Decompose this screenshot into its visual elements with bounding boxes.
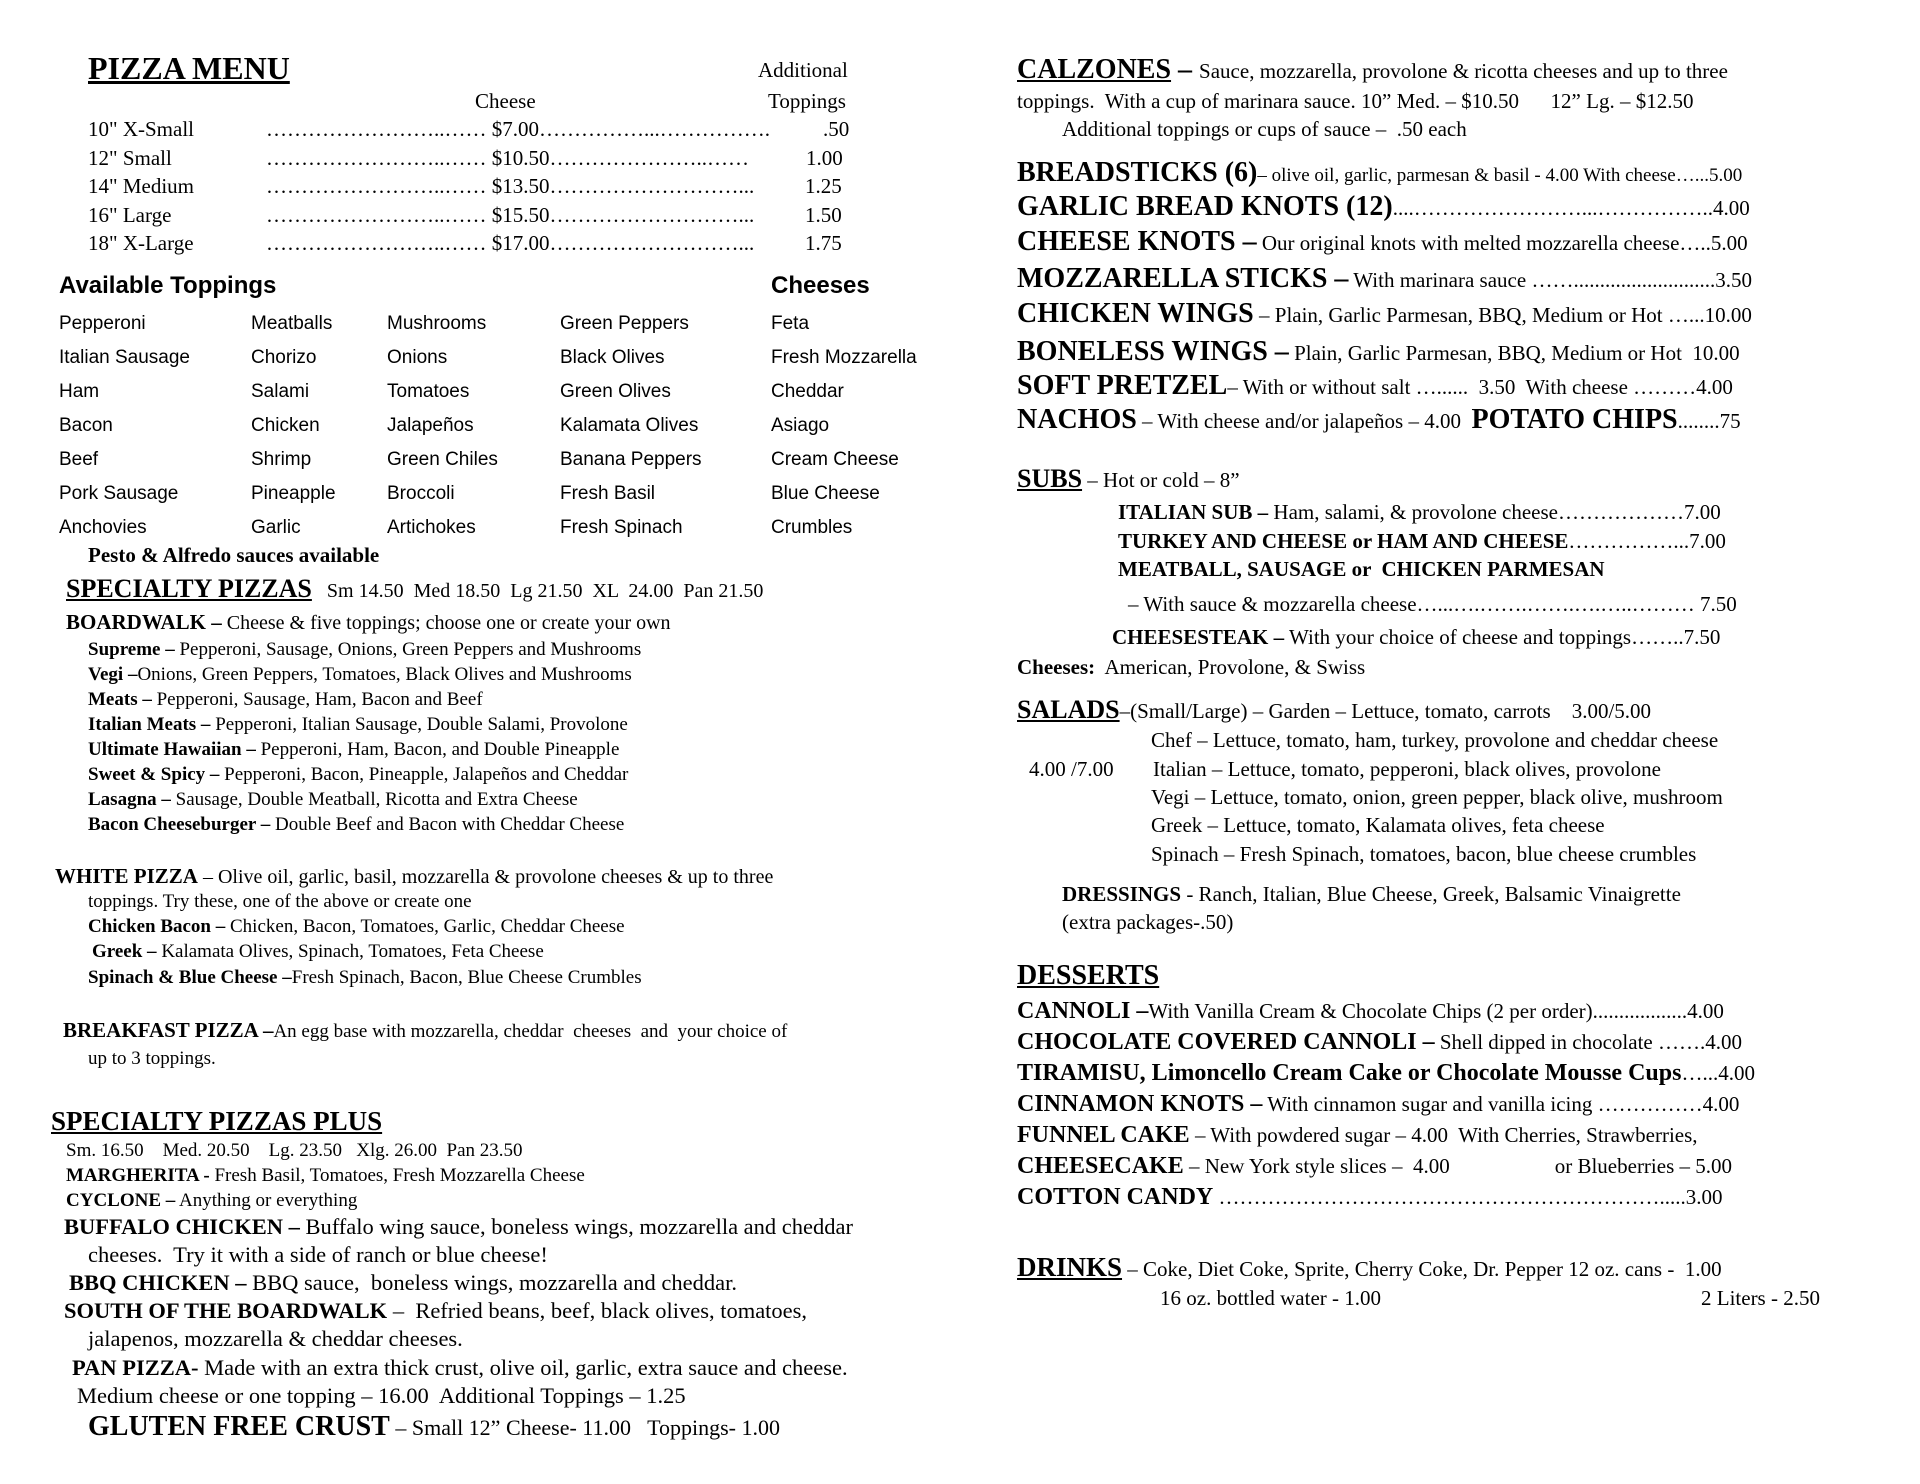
specialty-header — [66, 576, 763, 602]
dessert-line — [1017, 999, 1724, 1023]
appetizer-name: NACHOS — [1017, 404, 1137, 435]
italian-sub-line — [1118, 502, 1721, 523]
salads-garden: –(Small/Large) – Garden – Lettuce, tomato, carrots 3.00/5.00 — [1119, 699, 1652, 723]
toppings-heading: Available Toppings — [59, 272, 277, 299]
buffalo-line — [64, 1216, 853, 1239]
white-pizza-item — [88, 968, 642, 987]
dessert-name: CHOCOLATE COVERED CANNOLI – — [1017, 1029, 1435, 1055]
specialty-item-desc: Pepperoni, Sausage, Ham, Bacon and Beef — [151, 689, 483, 710]
dessert-name: CANNOLI – — [1017, 998, 1149, 1024]
margherita-desc: Fresh Basil, Tomatoes, Fresh Mozzarella Cheese — [209, 1165, 585, 1186]
breakfast-name: BREAKFAST PIZZA – — [63, 1018, 274, 1042]
size-topping-price: 1.25 — [805, 174, 842, 198]
topping-item: Beef — [59, 449, 99, 470]
cyclone-line — [66, 1191, 357, 1210]
specialty-title: SPECIALTY PIZZAS — [66, 574, 312, 603]
subs-cheeses: American, Provolone, & Swiss — [1095, 655, 1366, 679]
topping-item: Black Olives — [560, 347, 665, 368]
specialty-item — [88, 690, 483, 709]
appetizer-line — [1017, 228, 1748, 256]
appetizer-line — [1017, 372, 1733, 400]
calzones-desc: Sauce, mozzarella, provolone & ricotta cheeses and up to three — [1199, 59, 1728, 83]
topping-item: Pineapple — [251, 483, 336, 504]
size-dots: ……………………..…… $7.00……………...……………. — [266, 117, 770, 141]
subs-cheeses-line — [1017, 657, 1365, 678]
specialty-item-name: Lasagna – — [88, 789, 171, 810]
potato-chips-price: ........75 — [1677, 409, 1741, 433]
topping-item: Fresh Spinach — [560, 517, 683, 538]
subs-cheeses-label: Cheeses: — [1017, 655, 1096, 679]
size-dots: ……………………..…… $15.50………………………... — [266, 203, 755, 227]
white-item-desc: Kalamata Olives, Spinach, Tomatoes, Feta Cheese — [156, 941, 544, 962]
salads-title: SALADS — [1017, 695, 1120, 724]
breakfast-desc: An egg base with mozzarella, cheddar cheeses and your choice of — [273, 1021, 788, 1042]
dessert-name: CINNAMON KNOTS – — [1017, 1091, 1263, 1117]
size-topping-price: 1.75 — [805, 231, 842, 255]
salad-item: Vegi – Lettuce, tomato, onion, green pepper, black olive, mushroom — [1151, 785, 1723, 809]
size-name: 18" X-Large — [88, 231, 194, 255]
pan-name: PAN PIZZA- — [72, 1355, 199, 1380]
appetizer-desc: – olive oil, garlic, parmesan & basil - 4.00 With cheese…...5.00 — [1257, 165, 1743, 186]
italian-sub-desc: Ham, salami, & provolone cheese………………7.00 — [1268, 500, 1721, 524]
dessert-desc: Shell dipped in chocolate …….4.00 — [1434, 1030, 1742, 1054]
appetizer-name: CHICKEN WINGS — [1017, 298, 1254, 329]
white-item-desc: Chicken, Bacon, Tomatoes, Garlic, Cheddar Cheese — [225, 916, 625, 937]
specialty-item-name: Meats – — [88, 689, 152, 710]
topping-item: Fresh Basil — [560, 483, 656, 504]
south-line — [64, 1300, 807, 1323]
size-name: 10" X-Small — [88, 117, 194, 141]
cheese-item: Cheddar — [771, 381, 844, 402]
white-pizza-line — [55, 866, 773, 887]
topping-item: Shrimp — [251, 449, 312, 470]
topping-item: Jalapeños — [387, 415, 474, 436]
specialty-item — [88, 740, 619, 759]
appetizer-desc: Plain, Garlic Parmesan, BBQ, Medium or Hot 10.00 — [1288, 341, 1740, 365]
potato-chips-name: POTATO CHIPS — [1471, 404, 1678, 435]
topping-item: Green Olives — [560, 381, 671, 402]
appetizer-name: BONELESS WINGS – — [1017, 336, 1289, 367]
bbq-line — [69, 1272, 737, 1295]
south-desc: – Refried beans, beef, black olives, tomatoes, — [387, 1298, 808, 1323]
dessert-line — [1017, 1092, 1739, 1116]
salad-item: Italian – Lettuce, tomato, pepperoni, black olives, provolone — [1153, 757, 1661, 781]
salads-line — [1017, 697, 1651, 723]
topping-item: Chicken — [251, 415, 320, 436]
pan-desc-2: Medium cheese or one topping – 16.00 Additional Toppings – 1.25 — [77, 1383, 686, 1408]
specialty-item-name: Sweet & Spicy – — [88, 764, 220, 785]
turkey-sub-line — [1118, 531, 1726, 552]
topping-item: Mushrooms — [387, 313, 487, 334]
topping-item: Bacon — [59, 415, 113, 436]
appetizer-desc: – With or without salt …...... 3.50 With cheese ………4.00 — [1227, 375, 1733, 399]
breakfast-desc-2: up to 3 toppings. — [88, 1048, 216, 1069]
buffalo-desc: Buffalo wing sauce, boneless wings, mozzarella and cheddar — [299, 1214, 853, 1239]
appetizer-name: GARLIC BREAD KNOTS (12) — [1017, 191, 1393, 222]
buffalo-name: BUFFALO CHICKEN – — [64, 1214, 300, 1239]
topping-item: Garlic — [251, 517, 301, 538]
dessert-line — [1017, 1185, 1723, 1209]
calzones-desc-2: toppings. With a cup of marinara sauce. 10” Med. – $10.50 12” Lg. – $12.50 — [1017, 89, 1694, 113]
dessert-line — [1017, 1123, 1698, 1147]
cheesesteak-name: CHEESESTEAK – — [1112, 625, 1285, 649]
specialty-item-name: Italian Meats – — [88, 714, 211, 735]
topping-item: Salami — [251, 381, 310, 402]
turkey-sub-name: TURKEY AND CHEESE or HAM AND CHEESE — [1118, 529, 1569, 553]
boardwalk-line — [66, 612, 671, 633]
sauces-note: Pesto & Alfredo sauces available — [88, 543, 380, 567]
specialty-item — [88, 715, 628, 734]
dressings-list: - Ranch, Italian, Blue Cheese, Greek, Balsamic Vinaigrette — [1181, 882, 1681, 906]
plus-title: SPECIALTY PIZZAS PLUS — [51, 1106, 383, 1136]
white-pizza-item — [88, 917, 625, 936]
appetizer-desc: Our original knots with melted mozzarella cheese…..5.00 — [1256, 231, 1748, 255]
salad-large-price: 4.00 /7.00 — [1029, 757, 1114, 781]
dessert-desc: With cinnamon sugar and vanilla icing ……………4.00 — [1262, 1092, 1740, 1116]
specialty-item-desc: Sausage, Double Meatball, Ricotta and Extra Cheese — [170, 789, 578, 810]
dressings-label: DRESSINGS — [1062, 882, 1182, 906]
appetizer-name: MOZZARELLA STICKS – — [1017, 263, 1349, 294]
calzones-title: CALZONES — [1017, 54, 1172, 85]
specialty-item — [88, 790, 578, 809]
margherita-name: MARGHERITA - — [66, 1165, 210, 1186]
size-name: 16" Large — [88, 203, 172, 227]
white-item-name: Chicken Bacon – — [88, 916, 226, 937]
plus-prices: Sm. 16.50 Med. 20.50 Lg. 23.50 Xlg. 26.00 Pan 23.50 — [66, 1140, 523, 1161]
drinks-title: DRINKS — [1017, 1252, 1123, 1282]
col-header-toppings: Toppings — [768, 89, 846, 113]
dessert-desc: ……………………………………………………….....3.00 — [1213, 1185, 1723, 1209]
cyclone-desc: Anything or everything — [175, 1190, 358, 1211]
appetizer-desc: With marinara sauce ……...........................3.50 — [1348, 268, 1752, 292]
breakfast-line — [63, 1020, 787, 1041]
pan-desc: Made with an extra thick crust, olive oil, garlic, extra sauce and cheese. — [198, 1355, 848, 1380]
dessert-desc: …...4.00 — [1681, 1061, 1755, 1085]
topping-item: Tomatoes — [387, 381, 470, 402]
salad-item: Chef – Lettuce, tomato, ham, turkey, provolone and cheddar cheese — [1151, 728, 1719, 752]
south-desc-2: jalapenos, mozzarella & cheddar cheeses. — [88, 1326, 463, 1351]
topping-item: Ham — [59, 381, 100, 402]
topping-item: Artichokes — [387, 517, 476, 538]
topping-item: Green Chiles — [387, 449, 498, 470]
specialty-item — [88, 765, 628, 784]
size-topping-price: 1.50 — [805, 203, 842, 227]
appetizer-line — [1017, 265, 1752, 293]
white-item-name: Greek – — [92, 941, 157, 962]
white-item-desc: Fresh Spinach, Bacon, Blue Cheese Crumbles — [291, 967, 642, 988]
pan-line — [72, 1357, 848, 1380]
size-dots: ……………………..…… $13.50………………………... — [266, 174, 755, 198]
appetizer-line — [1017, 406, 1741, 434]
drinks-2liters: 2 Liters - 2.50 — [1701, 1286, 1820, 1310]
buffalo-desc-2: cheeses. Try it with a side of ranch or blue cheese! — [88, 1242, 548, 1267]
dessert-name: CHEESECAKE — [1017, 1153, 1184, 1179]
calzones-desc-3: Additional toppings or cups of sauce – .50 each — [1062, 117, 1467, 141]
dressings-extra: (extra packages-.50) — [1062, 910, 1234, 934]
appetizer-desc: ....……………………...……………..4.00 — [1392, 196, 1750, 220]
gluten-line — [88, 1413, 780, 1441]
size-dots: ……………………..…… $10.50…………………..…… — [266, 146, 749, 170]
bbq-name: BBQ CHICKEN – — [69, 1270, 247, 1295]
desserts-title: DESSERTS — [1017, 960, 1160, 991]
meatball-sub-desc: – With sauce & mozzarella cheese…...….…….…….….…..……… 7.50 — [1128, 592, 1737, 616]
specialty-item-desc: Double Beef and Bacon with Cheddar Cheese — [270, 814, 625, 835]
dessert-desc: – New York style slices – 4.00 or Blueberries – 5.00 — [1183, 1154, 1733, 1178]
boardwalk-name: BOARDWALK – — [66, 610, 222, 634]
specialty-item-desc: Pepperoni, Ham, Bacon, and Double Pineapple — [255, 739, 620, 760]
meatball-sub-name: MEATBALL, SAUSAGE or CHICKEN PARMESAN — [1118, 557, 1605, 581]
appetizer-desc: – Plain, Garlic Parmesan, BBQ, Medium or Hot …...10.00 — [1253, 303, 1752, 327]
cyclone-name: CYCLONE – — [66, 1190, 176, 1211]
topping-item: Pork Sausage — [59, 483, 179, 504]
specialty-item-desc: Pepperoni, Sausage, Onions, Green Peppers and Mushrooms — [174, 639, 642, 660]
appetizer-name: SOFT PRETZEL — [1017, 370, 1228, 401]
cheeses-heading: Cheeses — [771, 272, 870, 299]
page-title: PIZZA MENU — [88, 50, 290, 86]
topping-item: Meatballs — [251, 313, 333, 334]
cheesesteak-line — [1112, 627, 1720, 648]
size-name: 14" Medium — [88, 174, 194, 198]
size-topping-price: 1.00 — [806, 146, 843, 170]
salad-item: Spinach – Fresh Spinach, tomatoes, bacon, blue cheese crumbles — [1151, 842, 1697, 866]
topping-item: Anchovies — [59, 517, 147, 538]
subs-line — [1017, 466, 1240, 492]
col-header-additional: Additional — [758, 58, 848, 82]
gluten-name: GLUTEN FREE CRUST — [88, 1411, 390, 1442]
appetizer-line — [1017, 338, 1740, 366]
size-name: 12" Small — [88, 146, 172, 170]
white-item-name: Spinach & Blue Cheese – — [88, 967, 292, 988]
dessert-name: COTTON CANDY — [1017, 1184, 1214, 1210]
boardwalk-desc: Cheese & five toppings; choose one or create your own — [221, 612, 671, 634]
size-topping-price: .50 — [823, 117, 850, 141]
cheese-item: Asiago — [771, 415, 830, 436]
cheese-item: Fresh Mozzarella — [771, 347, 917, 368]
bbq-desc: BBQ sauce, boneless wings, mozzarella and cheddar. — [246, 1270, 738, 1295]
topping-item: Onions — [387, 347, 448, 368]
turkey-sub-price: ……………...7.00 — [1568, 529, 1726, 553]
appetizer-name: CHEESE KNOTS – — [1017, 226, 1257, 257]
white-pizza-desc-2: toppings. Try these, one of the above or create one — [88, 891, 472, 912]
white-pizza-item — [92, 942, 544, 961]
topping-item: Banana Peppers — [560, 449, 702, 470]
topping-item: Chorizo — [251, 347, 317, 368]
topping-item: Kalamata Olives — [560, 415, 699, 436]
dessert-name: FUNNEL CAKE — [1017, 1122, 1190, 1148]
white-pizza-name: WHITE PIZZA — [55, 864, 198, 888]
cheesesteak-desc: With your choice of cheese and toppings……..7.50 — [1284, 625, 1721, 649]
specialty-item-desc: Pepperoni, Italian Sausage, Double Salami, Provolone — [210, 714, 628, 735]
specialty-item-name: Vegi – — [88, 664, 138, 685]
salad-item: Greek – Lettuce, tomato, Kalamata olives, feta cheese — [1151, 813, 1605, 837]
white-pizza-desc: – Olive oil, garlic, basil, mozzarella & provolone cheeses & up to three — [197, 866, 774, 888]
size-dots: ……………………..…… $17.00………………………... — [266, 231, 755, 255]
specialty-item-name: Bacon Cheeseburger – — [88, 814, 271, 835]
italian-sub-name: ITALIAN SUB – — [1118, 500, 1269, 524]
specialty-item-desc: Onions, Green Peppers, Tomatoes, Black Olives and Mushrooms — [137, 664, 632, 685]
col-header-cheese: Cheese — [475, 89, 536, 113]
calzones-line: CALZONES – Sauce, mozzarella, provolone & ricotta cheeses and up to three — [1017, 54, 1728, 85]
cheese-item: Crumbles — [771, 517, 853, 538]
appetizer-line — [1017, 159, 1742, 187]
drinks-desc: – Coke, Diet Coke, Sprite, Cherry Coke, Dr. Pepper 12 oz. cans - 1.00 — [1122, 1257, 1722, 1281]
appetizer-name: BREADSTICKS (6) — [1017, 157, 1258, 188]
subs-desc: – Hot or cold – 8” — [1082, 468, 1240, 492]
specialty-item — [88, 665, 632, 684]
south-name: SOUTH OF THE BOARDWALK — [64, 1298, 388, 1323]
specialty-item-desc: Pepperoni, Bacon, Pineapple, Jalapeños and Cheddar — [219, 764, 629, 785]
specialty-item — [88, 815, 624, 834]
subs-title: SUBS — [1017, 464, 1083, 493]
dessert-line — [1017, 1154, 1732, 1178]
appetizer-line — [1017, 300, 1752, 328]
dessert-desc: – With powdered sugar – 4.00 With Cherries, Strawberries, — [1189, 1123, 1698, 1147]
topping-item: Green Peppers — [560, 313, 689, 334]
appetizer-desc: – With cheese and/or jalapeños – 4.00 — [1136, 409, 1472, 433]
appetizer-line — [1017, 193, 1750, 221]
dessert-desc: With Vanilla Cream & Chocolate Chips (2 per order)..................4.00 — [1148, 999, 1724, 1023]
specialty-item — [88, 640, 641, 659]
cheese-item: Blue Cheese — [771, 483, 880, 504]
specialty-prices: Sm 14.50 Med 18.50 Lg 21.50 XL 24.00 Pan 21.50 — [326, 580, 764, 602]
cheese-item: Cream Cheese — [771, 449, 899, 470]
topping-item: Broccoli — [387, 483, 455, 504]
cheese-item: Feta — [771, 313, 810, 334]
gluten-desc: – Small 12” Cheese- 11.00 Toppings- 1.00 — [389, 1415, 780, 1440]
topping-item: Italian Sausage — [59, 347, 190, 368]
specialty-item-name: Supreme – — [88, 639, 175, 660]
drinks-water: 16 oz. bottled water - 1.00 — [1160, 1286, 1382, 1310]
dressings-line — [1062, 884, 1681, 905]
specialty-item-name: Ultimate Hawaiian – — [88, 739, 256, 760]
margherita-line — [66, 1166, 585, 1185]
dessert-name: TIRAMISU, Limoncello Cream Cake or Chocolate Mousse Cups — [1017, 1060, 1682, 1086]
dessert-line — [1017, 1061, 1755, 1085]
topping-item: Pepperoni — [59, 313, 146, 334]
drinks-line — [1017, 1254, 1722, 1281]
dessert-line — [1017, 1030, 1742, 1054]
